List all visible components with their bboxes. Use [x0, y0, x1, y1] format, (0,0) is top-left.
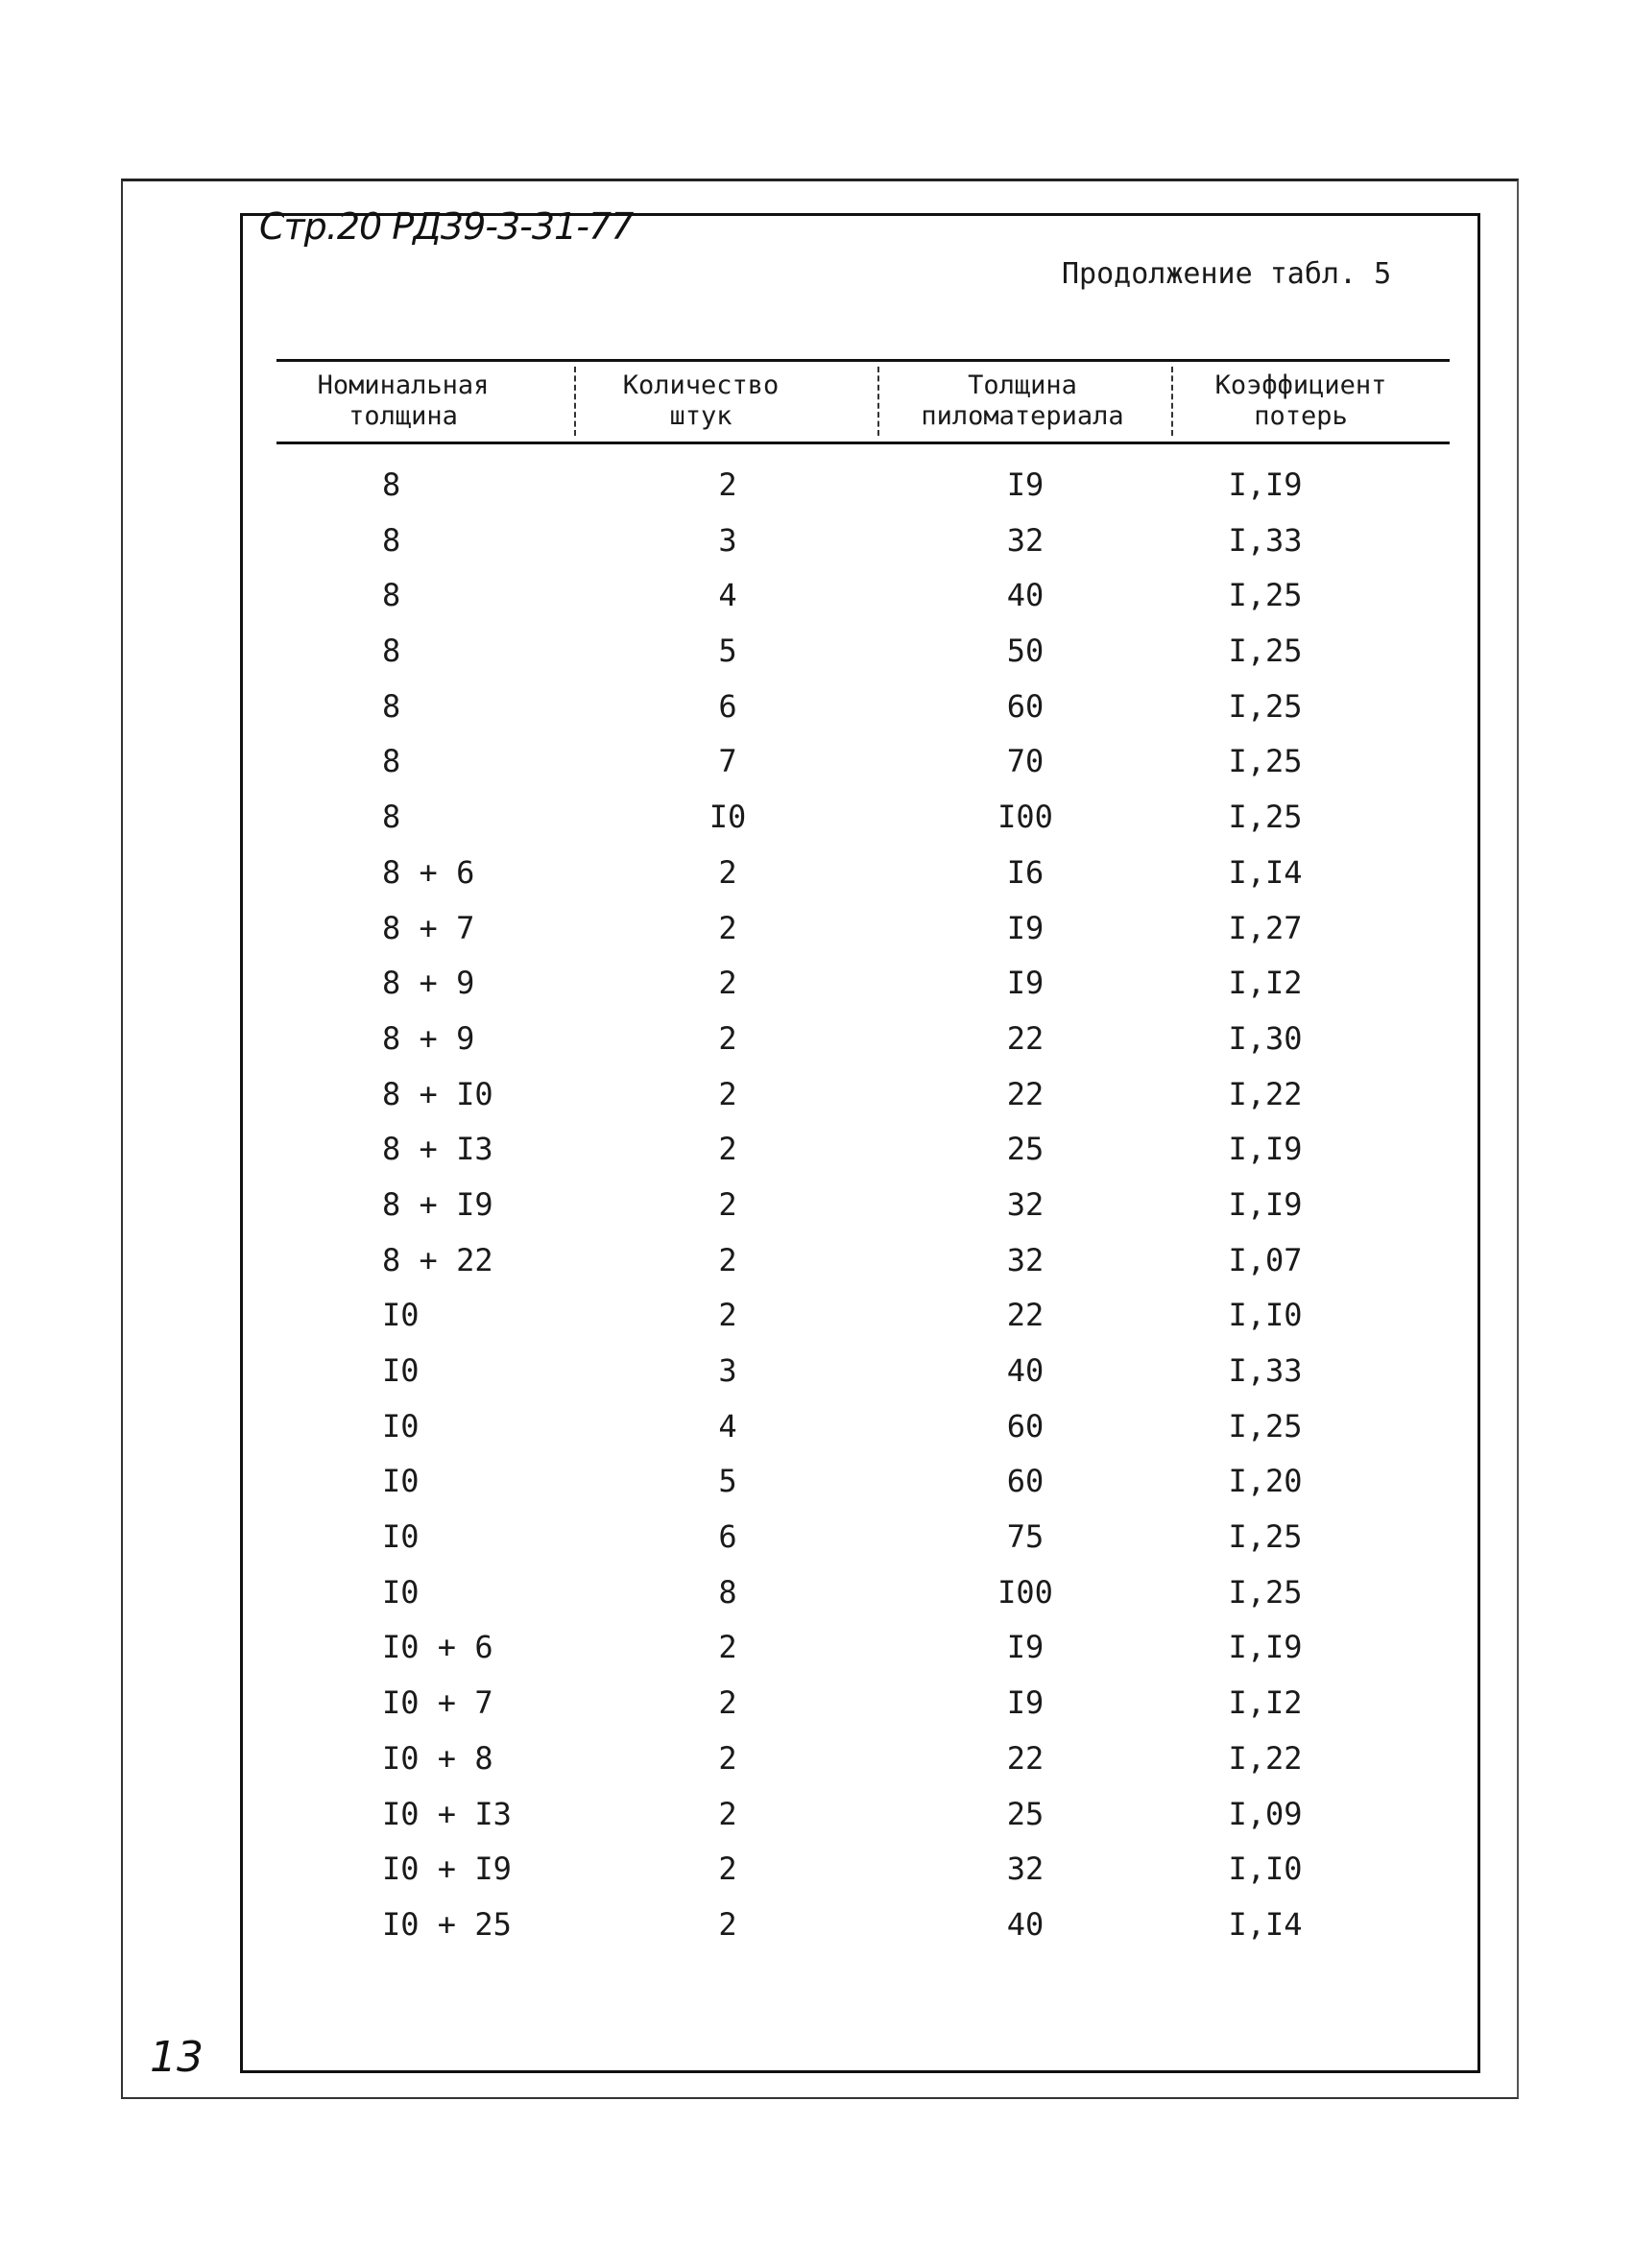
cell-count: 2 [718, 853, 737, 891]
cell-nominal-thickness: 8 + 22 [382, 1241, 493, 1278]
cell-count: 3 [718, 1352, 737, 1389]
cell-lumber-thickness: I00 [997, 1573, 1053, 1611]
cell-loss-coefficient: I,25 [1228, 577, 1303, 614]
cell-nominal-thickness: 8 + 9 [382, 1019, 475, 1057]
table-row [276, 516, 1450, 572]
cell-lumber-thickness: I6 [1006, 853, 1045, 891]
table-row [276, 1734, 1450, 1790]
cell-nominal-thickness: I0 + 6 [382, 1629, 493, 1666]
cell-lumber-thickness: 40 [1006, 1352, 1045, 1389]
table-row [276, 1347, 1450, 1402]
table-row [276, 461, 1450, 516]
column-header-line: Количество [622, 370, 780, 400]
table-row [276, 848, 1450, 904]
cell-lumber-thickness: I00 [997, 799, 1053, 836]
table-row [276, 571, 1450, 627]
cell-nominal-thickness: I0 + I9 [382, 1850, 512, 1888]
cell-nominal-thickness: 8 [382, 521, 401, 559]
cell-loss-coefficient: I,20 [1228, 1463, 1303, 1500]
cell-loss-coefficient: I,25 [1228, 1573, 1303, 1611]
column-header-line: Толщина [968, 370, 1077, 400]
cell-loss-coefficient: I,I4 [1228, 1905, 1303, 1943]
column-separator [877, 367, 879, 436]
cell-lumber-thickness: 22 [1006, 1075, 1045, 1112]
cell-lumber-thickness: 25 [1006, 1795, 1045, 1832]
cell-count: 2 [718, 1297, 737, 1334]
cell-loss-coefficient: I,I2 [1228, 965, 1303, 1002]
table-row [276, 1900, 1450, 1956]
cell-lumber-thickness: 22 [1006, 1019, 1045, 1057]
cell-count: 7 [718, 743, 737, 780]
column-header-line: Номинальная [317, 370, 490, 400]
cell-loss-coefficient: I,I9 [1228, 466, 1303, 503]
table-row [276, 1679, 1450, 1734]
column-header-loss-coefficient [1190, 370, 1411, 432]
cell-loss-coefficient: I,27 [1228, 909, 1303, 946]
cell-loss-coefficient: I,I2 [1228, 1684, 1303, 1722]
table-row [276, 1291, 1450, 1347]
page-number: 13 [150, 2033, 204, 2082]
cell-loss-coefficient: I,33 [1228, 521, 1303, 559]
table-row [276, 1623, 1450, 1679]
cell-nominal-thickness: 8 + 6 [382, 853, 475, 891]
cell-nominal-thickness: I0 [382, 1352, 420, 1389]
cell-nominal-thickness: I0 [382, 1407, 420, 1444]
column-header-lumber-thickness [898, 370, 1147, 432]
cell-lumber-thickness: 70 [1006, 743, 1045, 780]
column-header-line: пиломатериала [921, 401, 1124, 431]
column-header-line: штук [669, 401, 732, 431]
table-row [276, 1015, 1450, 1070]
cell-count: 8 [718, 1573, 737, 1611]
cell-nominal-thickness: I0 + 7 [382, 1684, 493, 1722]
cell-count: 2 [718, 1185, 737, 1223]
cell-count: 2 [718, 1795, 737, 1832]
table-row [276, 959, 1450, 1015]
column-header-nominal-thickness [288, 370, 518, 432]
cell-count: 2 [718, 1241, 737, 1278]
cell-lumber-thickness: 32 [1006, 1850, 1045, 1888]
cell-loss-coefficient: I,I9 [1228, 1185, 1303, 1223]
cell-loss-coefficient: I,25 [1228, 743, 1303, 780]
column-header-count [595, 370, 806, 432]
column-separator [1171, 367, 1173, 436]
cell-lumber-thickness: 32 [1006, 521, 1045, 559]
cell-count: 2 [718, 1739, 737, 1777]
cell-lumber-thickness: 60 [1006, 1407, 1045, 1444]
cell-nominal-thickness: I0 [382, 1297, 420, 1334]
table-row [276, 1845, 1450, 1900]
cell-nominal-thickness: 8 [382, 687, 401, 725]
table-row [276, 1402, 1450, 1458]
column-header-line: Коэффициент [1214, 370, 1387, 400]
cell-loss-coefficient: I,I0 [1228, 1850, 1303, 1888]
cell-count: 2 [718, 965, 737, 1002]
cell-count: 3 [718, 521, 737, 559]
cell-count: 2 [718, 1075, 737, 1112]
column-header-line: толщина [348, 401, 458, 431]
cell-count: 4 [718, 1407, 737, 1444]
table-row [276, 1568, 1450, 1624]
cell-lumber-thickness: 60 [1006, 1463, 1045, 1500]
cell-nominal-thickness: 8 [382, 799, 401, 836]
table-row [276, 1790, 1450, 1846]
cell-count: 2 [718, 1850, 737, 1888]
table-row [276, 1513, 1450, 1568]
cell-count: 2 [718, 1131, 737, 1168]
cell-lumber-thickness: I9 [1006, 1629, 1045, 1666]
cell-lumber-thickness: 25 [1006, 1131, 1045, 1168]
cell-loss-coefficient: I,25 [1228, 633, 1303, 670]
cell-loss-coefficient: I,22 [1228, 1075, 1303, 1112]
cell-lumber-thickness: 40 [1006, 1905, 1045, 1943]
cell-lumber-thickness: 40 [1006, 577, 1045, 614]
cell-count: 2 [718, 1905, 737, 1943]
cell-count: 4 [718, 577, 737, 614]
cell-nominal-thickness: 8 + I3 [382, 1131, 493, 1168]
cell-count: 5 [718, 633, 737, 670]
cell-loss-coefficient: I,I0 [1228, 1297, 1303, 1334]
cell-count: 6 [718, 1518, 737, 1556]
cell-count: 2 [718, 466, 737, 503]
cell-count: 5 [718, 1463, 737, 1500]
cell-loss-coefficient: I,07 [1228, 1241, 1303, 1278]
table-row [276, 1125, 1450, 1181]
cell-lumber-thickness: 22 [1006, 1739, 1045, 1777]
cell-nominal-thickness: I0 [382, 1463, 420, 1500]
cell-nominal-thickness: 8 + I0 [382, 1075, 493, 1112]
cell-lumber-thickness: 50 [1006, 633, 1045, 670]
column-header-line: потерь [1254, 401, 1348, 431]
table-top-rule [276, 359, 1450, 362]
cell-count: I0 [708, 799, 747, 836]
table-row [276, 904, 1450, 960]
cell-nominal-thickness: I0 + I3 [382, 1795, 512, 1832]
table-row [276, 1181, 1450, 1236]
cell-nominal-thickness: I0 + 8 [382, 1739, 493, 1777]
cell-count: 2 [718, 1629, 737, 1666]
cell-nominal-thickness: I0 [382, 1573, 420, 1611]
cell-lumber-thickness: 22 [1006, 1297, 1045, 1334]
cell-nominal-thickness: 8 [382, 466, 401, 503]
cell-lumber-thickness: I9 [1006, 1684, 1045, 1722]
table-header-rule [276, 442, 1450, 444]
cell-nominal-thickness: 8 [382, 577, 401, 614]
cell-loss-coefficient: I,I4 [1228, 853, 1303, 891]
column-separator [574, 367, 576, 436]
cell-lumber-thickness: 32 [1006, 1185, 1045, 1223]
cell-loss-coefficient: I,25 [1228, 1407, 1303, 1444]
cell-nominal-thickness: 8 + I9 [382, 1185, 493, 1223]
table-caption: Продолжение табл. 5 [1062, 257, 1392, 291]
cell-count: 2 [718, 1019, 737, 1057]
table-row [276, 1457, 1450, 1513]
cell-nominal-thickness: 8 + 9 [382, 965, 475, 1002]
cell-nominal-thickness: 8 + 7 [382, 909, 475, 946]
table-row [276, 682, 1450, 738]
cell-count: 2 [718, 1684, 737, 1722]
cell-lumber-thickness: I9 [1006, 965, 1045, 1002]
cell-nominal-thickness: I0 + 25 [382, 1905, 512, 1943]
table-row [276, 737, 1450, 793]
cell-lumber-thickness: 75 [1006, 1518, 1045, 1556]
cell-loss-coefficient: I,I9 [1228, 1629, 1303, 1666]
table-row [276, 793, 1450, 848]
cell-lumber-thickness: I9 [1006, 466, 1045, 503]
table-body [276, 461, 1450, 1956]
cell-loss-coefficient: I,09 [1228, 1795, 1303, 1832]
page-reference: Стр.20 РД39-3-31-77 [259, 205, 634, 248]
cell-loss-coefficient: I,25 [1228, 687, 1303, 725]
cell-lumber-thickness: I9 [1006, 909, 1045, 946]
table-row [276, 627, 1450, 682]
cell-loss-coefficient: I,25 [1228, 1518, 1303, 1556]
cell-count: 6 [718, 687, 737, 725]
cell-nominal-thickness: I0 [382, 1518, 420, 1556]
cell-lumber-thickness: 60 [1006, 687, 1045, 725]
cell-loss-coefficient: I,25 [1228, 799, 1303, 836]
cell-loss-coefficient: I,30 [1228, 1019, 1303, 1057]
cell-loss-coefficient: I,22 [1228, 1739, 1303, 1777]
table-row [276, 1070, 1450, 1126]
table-row [276, 1236, 1450, 1292]
cell-loss-coefficient: I,I9 [1228, 1131, 1303, 1168]
cell-nominal-thickness: 8 [382, 743, 401, 780]
cell-count: 2 [718, 909, 737, 946]
cell-nominal-thickness: 8 [382, 633, 401, 670]
cell-loss-coefficient: I,33 [1228, 1352, 1303, 1389]
cell-lumber-thickness: 32 [1006, 1241, 1045, 1278]
